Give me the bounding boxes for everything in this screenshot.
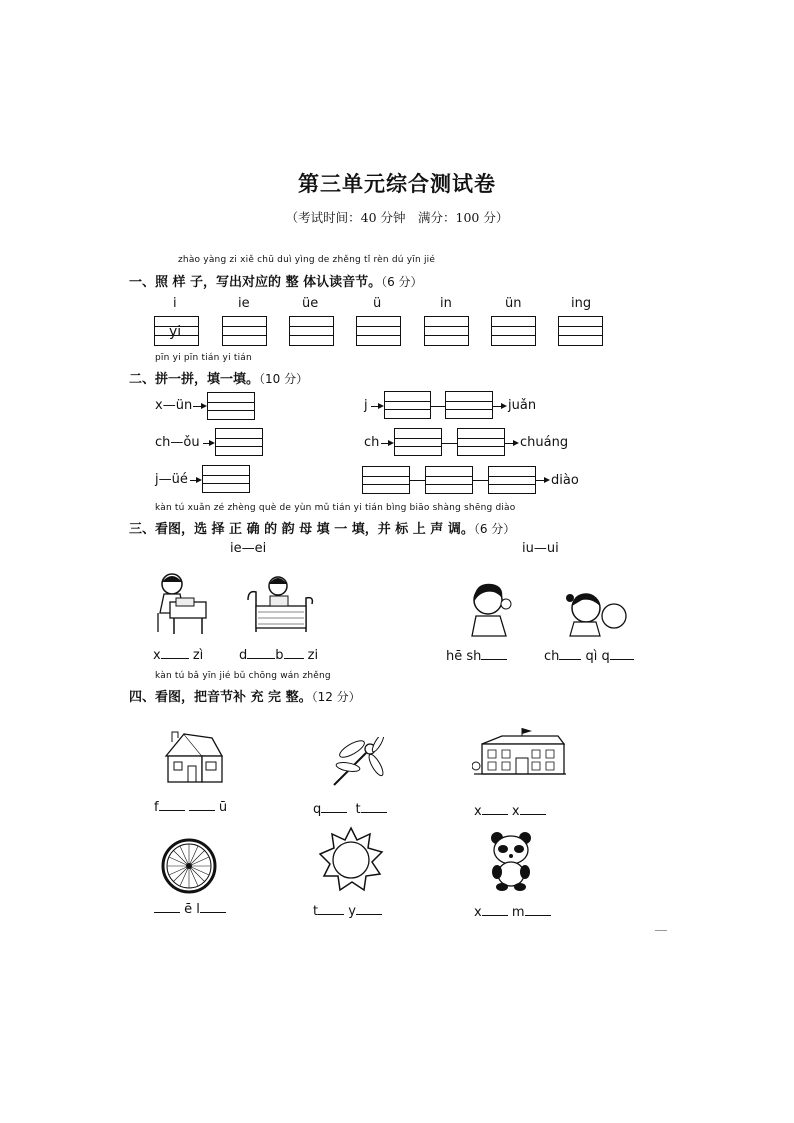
child-blowing-bubble-icon <box>560 586 632 638</box>
answer-box-5[interactable] <box>424 316 469 346</box>
s2-left-box-1[interactable] <box>207 392 255 420</box>
answer-box-7[interactable] <box>558 316 603 346</box>
s2-right-2-start: ch <box>364 435 380 450</box>
section2-score: （10 分） <box>259 372 309 386</box>
s3-answer-3: hē sh <box>446 648 507 664</box>
exam-info: （考试时间：40 分钟 满分：100 分） <box>285 210 509 225</box>
blank[interactable] <box>559 648 581 660</box>
s1-item-7: ing <box>571 296 592 311</box>
s2-left-3: j—üé <box>155 472 188 487</box>
blank[interactable] <box>200 901 226 913</box>
s2-right-box-3c[interactable] <box>488 466 536 494</box>
s1-item-2: ie <box>238 296 250 311</box>
blank[interactable] <box>610 648 634 660</box>
s3-group-b: iu—ui <box>522 541 559 556</box>
s3-answer-1: x zì <box>153 648 204 663</box>
s2-right-3-end: diào <box>551 473 579 488</box>
blank[interactable] <box>525 904 551 916</box>
blank[interactable] <box>284 647 304 659</box>
section3-heading <box>129 518 515 537</box>
s2-right-box-2b[interactable] <box>457 428 505 456</box>
child-in-bed-icon <box>244 572 316 640</box>
section1-heading <box>129 271 423 290</box>
page-title: 第三单元综合测试卷 <box>298 171 496 196</box>
section1-score: （6 分） <box>381 275 423 289</box>
s1-item-6: ün <box>505 296 522 311</box>
wheel-icon <box>160 837 218 895</box>
s2-right-box-3b[interactable] <box>425 466 473 494</box>
answer-box-2[interactable] <box>222 316 267 346</box>
s2-right-box-1a[interactable] <box>384 391 431 419</box>
s4-row1-answer-2: q t <box>313 801 387 817</box>
section3-title: 三、看图，选 择 正 确 的 韵 母 填 一 填，并 标 上 声 调。 <box>129 522 474 537</box>
blank[interactable] <box>189 799 215 811</box>
section1-pinyin: zhào yàng zi xiě chū duì yìng de zhěng tǐ rèn dú yīn jié <box>178 255 436 265</box>
answer-box-3[interactable] <box>289 316 334 346</box>
section1-title: 一、照 样 子，写出对应的 整 体认读音节。 <box>129 275 382 290</box>
s2-right-box-1b[interactable] <box>445 391 493 419</box>
s2-right-2-end: chuáng <box>520 435 569 450</box>
s3-answer-2: d b zi <box>239 648 319 663</box>
s4-row1-answer-3: x x <box>474 803 546 819</box>
blank[interactable] <box>318 903 344 915</box>
blank[interactable] <box>154 901 180 913</box>
section3-pinyin: kàn tú xuǎn zé zhèng què de yùn mǔ tián yi tián bìng biāo shàng shēng diào <box>155 503 516 513</box>
blank[interactable] <box>482 803 508 815</box>
blank[interactable] <box>356 903 382 915</box>
s2-right-1-end: juǎn <box>508 398 537 413</box>
example-answer: yi <box>169 324 182 340</box>
section4-heading <box>129 686 361 705</box>
school-building-icon <box>472 726 568 782</box>
section3-score: （6 分） <box>473 522 516 536</box>
answer-box-4[interactable] <box>356 316 401 346</box>
s4-row2-answer-2: t y <box>313 903 382 919</box>
s2-left-1: x—ün <box>155 398 193 413</box>
s2-right-box-3a[interactable] <box>362 466 410 494</box>
s1-item-1: i <box>173 296 177 311</box>
s2-right-1-start: j <box>364 398 368 413</box>
sun-icon <box>318 826 384 892</box>
blank[interactable] <box>361 801 387 813</box>
blank[interactable] <box>482 904 508 916</box>
answer-box-1[interactable] <box>154 316 199 346</box>
s1-item-4: ü <box>373 296 382 311</box>
blank[interactable] <box>159 799 185 811</box>
s2-left-box-2[interactable] <box>215 428 263 456</box>
answer-box-6[interactable] <box>491 316 536 346</box>
panda-icon <box>488 830 534 892</box>
s4-row2-answer-1: ē l <box>154 901 226 917</box>
s2-left-2: ch—ǒu <box>155 435 200 450</box>
section4-score: （12 分） <box>311 690 361 704</box>
section4-pinyin: kàn tú bǎ yīn jié bǔ chōng wán zhěng <box>155 671 331 681</box>
house-icon <box>160 728 226 788</box>
s2-left-box-3[interactable] <box>202 465 250 493</box>
section2-heading <box>129 368 308 387</box>
s4-row1-answer-1: f ū <box>154 800 228 815</box>
s3-answer-4: ch qì q <box>544 648 634 664</box>
s1-item-3: üe <box>302 296 319 311</box>
page-mark <box>655 930 667 931</box>
section2-title: 二、拼一拼，填一填。 <box>129 372 260 387</box>
section4-title: 四、看图，把音节补 充 完 整。 <box>129 690 312 705</box>
dragonfly-icon <box>326 737 386 791</box>
section2-pinyin: pīn yi pīn tián yi tián <box>155 353 252 363</box>
s4-row2-answer-3: x m <box>474 904 551 920</box>
child-writing-at-desk-icon <box>150 568 210 638</box>
s1-item-5: in <box>440 296 452 311</box>
child-sneezing-icon <box>466 580 518 638</box>
blank[interactable] <box>481 648 507 660</box>
blank[interactable] <box>321 801 347 813</box>
blank[interactable] <box>161 647 189 659</box>
blank[interactable] <box>520 803 546 815</box>
s3-group-a: ie—ei <box>230 541 267 556</box>
blank[interactable] <box>247 647 275 659</box>
s2-right-box-2a[interactable] <box>394 428 442 456</box>
